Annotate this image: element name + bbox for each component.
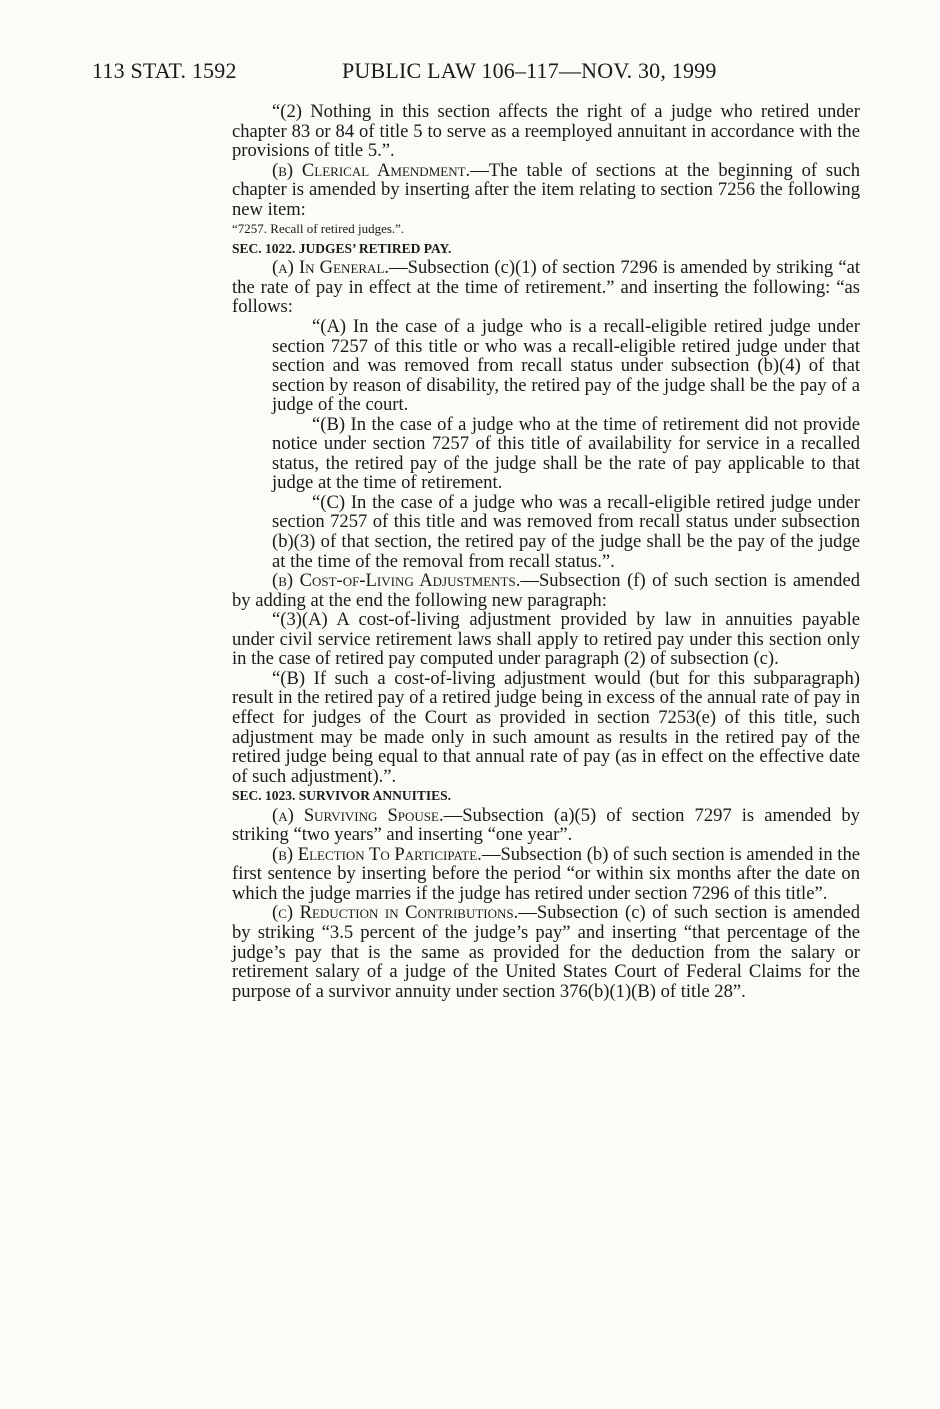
paragraph-heading: (b) Cost-of-Living Adjustments. <box>272 570 521 592</box>
statute-citation: 113 STAT. 1592 <box>92 58 237 83</box>
paragraph: “(3)(A) A cost-of-living adjustment provided by law in annuities payable under civil service retirement laws shall apply to retired pay under this section only in the case of retired pay computed under paragraph (2) of subsection (c). <box>232 609 860 670</box>
paragraph: “(2) Nothing in this section affects the right of a judge who retired under chapter 83 or 84 of title 5 to serve as a reemployed annuitant in accordance with the provisions of title 5.”. <box>232 101 860 162</box>
table-of-sections-item: “7257. Recall of retired judges.”. <box>232 221 405 237</box>
paragraph-heading: (a) Surviving Spouse. <box>272 804 444 826</box>
paragraph <box>232 571 860 610</box>
paragraph-text: —Subsection (b) of such section is amended in the first sentence by inserting before the period “or within six months after the date on which the judge marries if the judge has retired under section 7296 of this title”. <box>232 843 860 904</box>
paragraph-heading: (c) Reduction in Contributions. <box>272 902 519 924</box>
paragraph-text: —The table of sections at the beginning of such chapter is amended by inserting after the item relating to section 7256 the following new item: <box>232 159 860 220</box>
quoted-subparagraph: “(C) In the case of a judge who was a recall-eligible retired judge under section 7257 of this title and was removed from recall status under subsection (b)(3) of that section, the retired pay of the judge shall be the pay of the judge at the time of the removal from recall status.”. <box>272 491 860 572</box>
paragraph-heading: (b) Clerical Amendment. <box>272 159 471 181</box>
paragraph-heading: (b) Election To Participate. <box>272 843 482 865</box>
paragraph <box>232 258 860 317</box>
paragraph-text: —Subsection (c) of such section is amended by striking “3.5 percent of the judge’s pay” and inserting “that percentage of the judge’s pay that is the same as provided for the deduction from the salary or retirement salary of a judge of the United States Court of Federal Claims for the purpose of a survivor annuity under section 376(b)(1)(B) of title 28”. <box>232 902 860 1002</box>
paragraph <box>232 903 860 1001</box>
paragraph-text: —Subsection (c)(1) of section 7296 is amended by striking “at the rate of pay in effect at the time of retirement.” and inserting the following: “as follows: <box>232 257 861 318</box>
paragraph-text: —Subsection (a)(5) of section 7297 is amended by striking “two years” and inserting “one year”. <box>232 804 860 846</box>
quoted-subparagraph: “(B) In the case of a judge who at the time of retirement did not provide notice under section 7257 of this title of availability for service in a recalled status, the retired pay of the judge shall be the rate of pay applicable to that judge at the time of retirement. <box>272 413 860 494</box>
paragraph <box>232 845 860 904</box>
paragraph <box>232 161 860 220</box>
paragraph: “(B) If such a cost-of-living adjustment would (but for this subparagraph) result in the retired pay of a retired judge being in excess of the annual rate of pay in effect for judges of the Court as provided in section 7253(e) of this title, such adjustment may be made only in such amount as results in the retired pay of the retired judge being equal to that annual rate of pay (as in effect on the effective date of such adjustment).”. <box>232 667 860 787</box>
quoted-subparagraph: “(A) In the case of a judge who is a recall-eligible retired judge under section 7257 of this title or who was a recall-eligible retired judge under that section and was removed from recall status under subsection (b)(4) of that section by reason of disability, the retired pay of the judge shall be the pay of a judge of the court. <box>272 316 860 416</box>
paragraph-heading: (a) In General. <box>272 257 390 279</box>
paragraph-text: —Subsection (f) of such section is amended by adding at the end the following new paragraph: <box>232 570 860 611</box>
document-body <box>232 102 860 1001</box>
public-law-heading: PUBLIC LAW 106–117—NOV. 30, 1999 <box>342 58 717 83</box>
section-heading: SEC. 1022. JUDGES’ RETIRED PAY. <box>232 240 452 256</box>
section-heading: SEC. 1023. SURVIVOR ANNUITIES. <box>232 788 452 804</box>
paragraph <box>232 806 860 845</box>
